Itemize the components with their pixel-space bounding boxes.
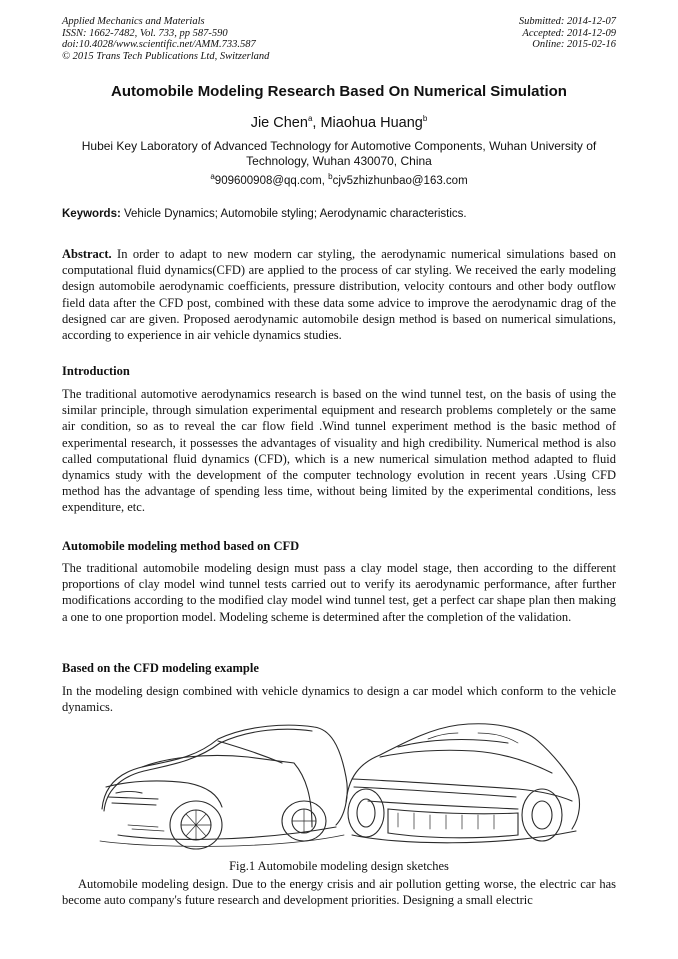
- issn-line: ISSN: 1662-7482, Vol. 733, pp 587-590: [62, 27, 228, 39]
- section-heading: Based on the CFD modeling example: [62, 661, 259, 675]
- keywords-line: [62, 208, 616, 220]
- keywords-text: Vehicle Dynamics; Automobile styling; Aerodynamic characteristics.: [120, 208, 467, 220]
- figure-caption: Fig.1 Automobile modeling design sketches: [229, 859, 449, 873]
- copyright-line: © 2015 Trans Tech Publications Ltd, Switzerland: [62, 50, 270, 62]
- email-superscript: b: [328, 172, 333, 182]
- body-paragraph: Automobile modeling design. Due to the energy crisis and air pollution getting worse, the electric car has become auto company's future research and development priorities. Designing a small electric: [62, 877, 616, 908]
- doi-line[interactable]: doi:10.4028/www.scientific.net/AMM.733.587: [62, 39, 256, 50]
- example-paragraph: In the modeling design combined with vehicle dynamics to design a car model which conform to the vehicle dynamics.: [62, 684, 616, 715]
- journal-name: Applied Mechanics and Materials: [62, 16, 205, 27]
- accepted-date: Accepted: 2014-12-09: [522, 27, 616, 39]
- email-link[interactable]: 909600908@qq.com,: [214, 175, 329, 187]
- keywords-label: Keywords:: [62, 208, 121, 220]
- abstract-label: Abstract.: [62, 247, 112, 261]
- method-paragraph: The traditional automobile modeling design must pass a clay model stage, then according to the different proportions of clay model wind tunnel tests carried out to verify its aerodynamic performance, after further modifications according to the modified clay model wind tunnel test, get a perfect car shape plan then making a one to one proportion model. Modeling scheme is determined after the completion of the validation.: [62, 561, 616, 624]
- affiliation: Hubei Key Laboratory of Advanced Technology for Automotive Components, Wuhan University of Technology, Wuhan 430070, China: [81, 139, 597, 168]
- author-name: Miaohua Huang: [320, 115, 423, 131]
- journal-info: [62, 16, 269, 62]
- email-link[interactable]: cjv5zhizhunbao@163.com: [332, 175, 468, 187]
- section-heading: Introduction: [62, 364, 130, 378]
- submitted-date: Submitted: 2014-12-07: [518, 16, 616, 27]
- car-sketch-figure: [98, 717, 600, 857]
- abstract-text: In order to adapt to new modern car styling, the aerodynamic numerical simulations based on computational fluid dynamics(CFD) are applied to the process of car styling. We received the early modeling design automobile aerodynamic coefficients, pressure distribution, velocity contours and other body outflow field data after the CFD post, combined with these data some advice to improve the aerodynamic drag of the designed car are given. Proposed aerodynamic automobile design method is based on numerical simulations, according to experience in air vehicle dynamics studies.: [62, 247, 616, 343]
- rear-car-sketch: [346, 724, 579, 843]
- author-superscript: a: [307, 114, 313, 124]
- author-line: [0, 115, 678, 131]
- author-superscript: b: [422, 114, 428, 124]
- author-name: Jie Chen: [250, 115, 308, 131]
- online-date: Online: 2015-02-16: [532, 39, 616, 50]
- section-heading: Automobile modeling method based on CFD: [62, 539, 300, 553]
- author-separator: ,: [312, 115, 321, 131]
- paper-title: Automobile Modeling Research Based On Numerical Simulation: [111, 83, 567, 100]
- email-line: [0, 172, 678, 187]
- abstract-paragraph: [62, 246, 616, 343]
- email-superscript: a: [210, 172, 215, 182]
- date-info: [519, 16, 616, 51]
- intro-paragraph: The traditional automotive aerodynamics research is based on the wind tunnel test, on the basis of using the similar principle, through simulation experimental equipment and research problems completely or the same air condition, so as to reveal the car flow field .Wind tunnel experiment method is the basic method of experimental research, it possesses the advantages of visuality and high credibility. Numerical method is also called computational fluid dynamics (CFD), which is a new numerical simulation method adapted to fluid dynamics study with the development of the computer technology evolution in recent years .Using CFD method has the advantage of spending less time, without being limited by the experimental conditions, less expenditure, etc.: [62, 387, 616, 515]
- front-car-sketch: [100, 725, 347, 849]
